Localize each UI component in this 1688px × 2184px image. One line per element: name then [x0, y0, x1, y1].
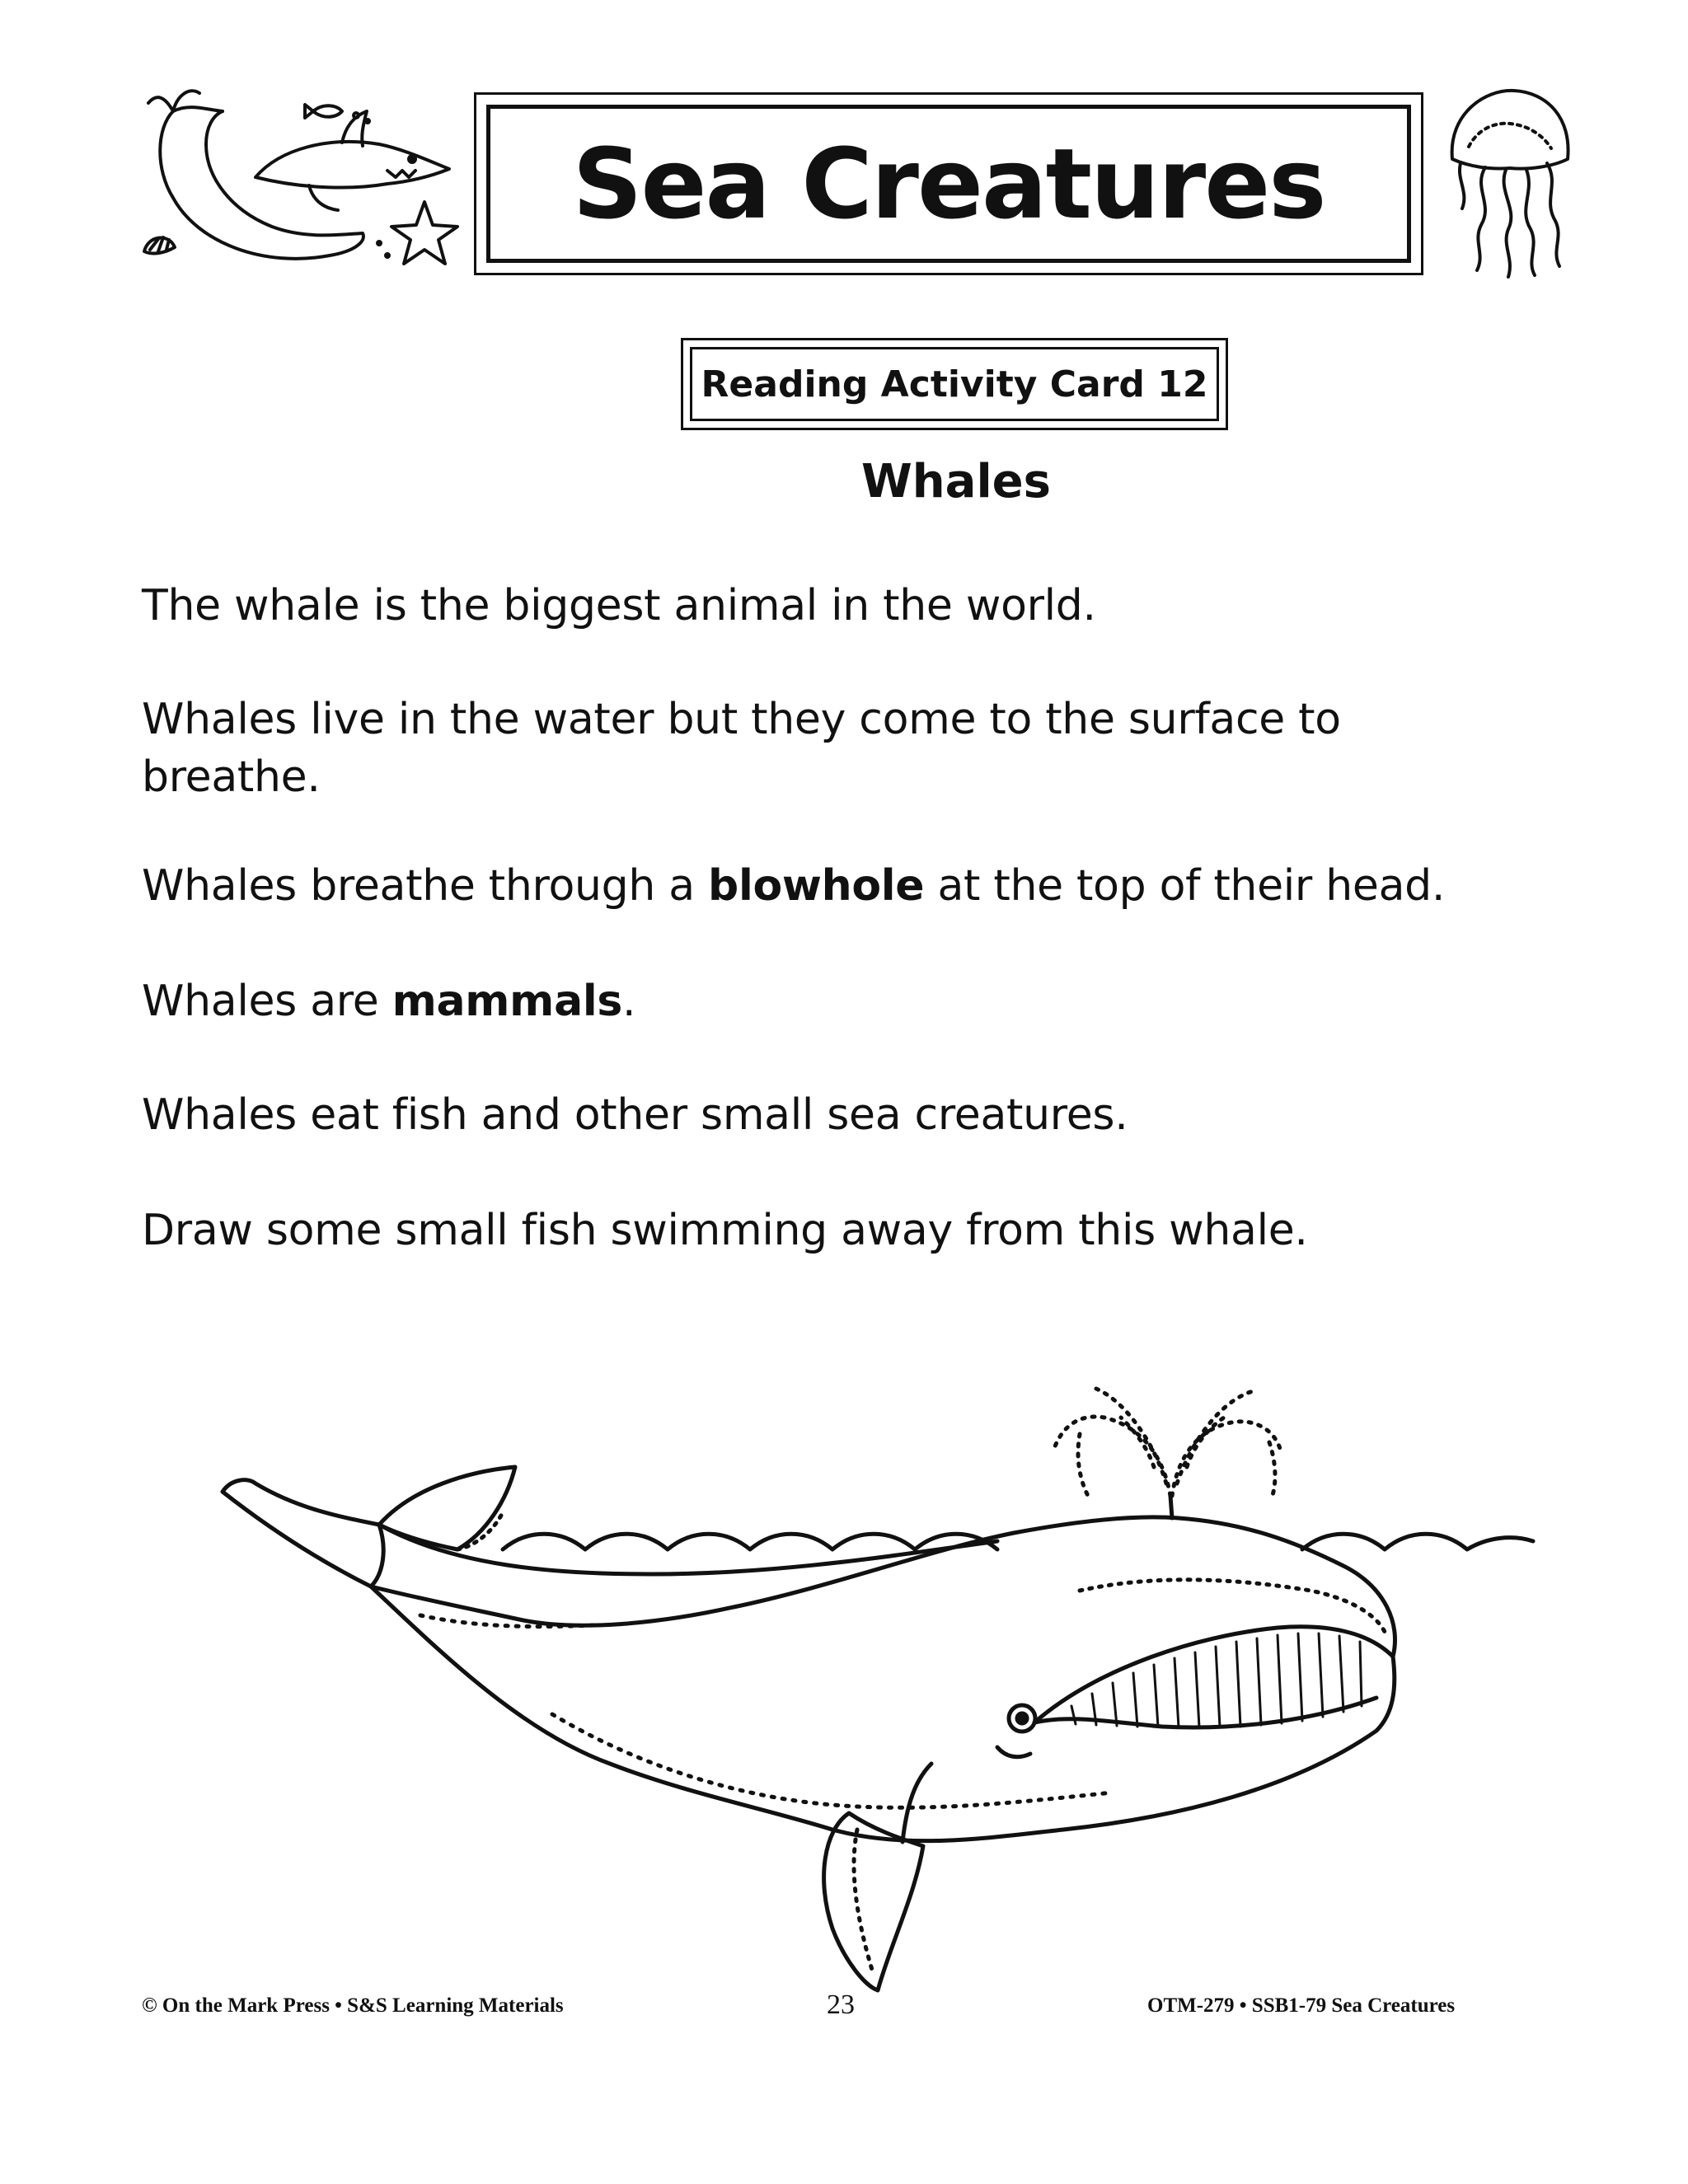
footer-copyright: © On the Mark Press • S&S Learning Materials [142, 1994, 564, 2017]
term-mammals: mammals [392, 977, 623, 1026]
title-frame [474, 92, 1423, 275]
dolphin-shark-illustration-icon [140, 78, 470, 280]
paragraph-3 [142, 857, 1559, 915]
activity-card-inner [690, 347, 1219, 421]
paragraph-3-text-b: at the top of their head. [924, 861, 1446, 911]
paragraph-1: The whale is the biggest animal in the world. [142, 581, 1096, 630]
jellyfish-icon [1436, 81, 1584, 283]
paragraph-2 [142, 691, 1559, 806]
paragraph-2-line-2: breathe. [142, 752, 321, 802]
paragraph-5: Whales eat fish and other small sea creatures. [142, 1090, 1128, 1140]
whale-illustration-icon [206, 1302, 1541, 2027]
paragraph-6-instruction: Draw some small fish swimming away from this whale. [142, 1206, 1308, 1255]
paragraph-4 [142, 972, 1559, 1030]
footer-product-code: OTM-279 • SSB1-79 Sea Creatures [1147, 1994, 1456, 2017]
page-title: Sea Creatures [572, 127, 1325, 241]
term-blowhole: blowhole [708, 861, 925, 911]
activity-card-label [681, 338, 1228, 430]
section-subtitle: Whales [861, 455, 1051, 509]
paragraph-3-text-a: Whales breathe through a [142, 861, 709, 911]
page-number: 23 [827, 1990, 855, 2020]
paragraph-2-line-1: Whales live in the water but they come to the surface to [142, 695, 1341, 744]
title-inner-border [486, 105, 1411, 263]
activity-card-text: Reading Activity Card 12 [701, 363, 1208, 405]
paragraph-4-text-b: . [622, 977, 636, 1026]
paragraph-4-text-a: Whales are [142, 977, 392, 1026]
